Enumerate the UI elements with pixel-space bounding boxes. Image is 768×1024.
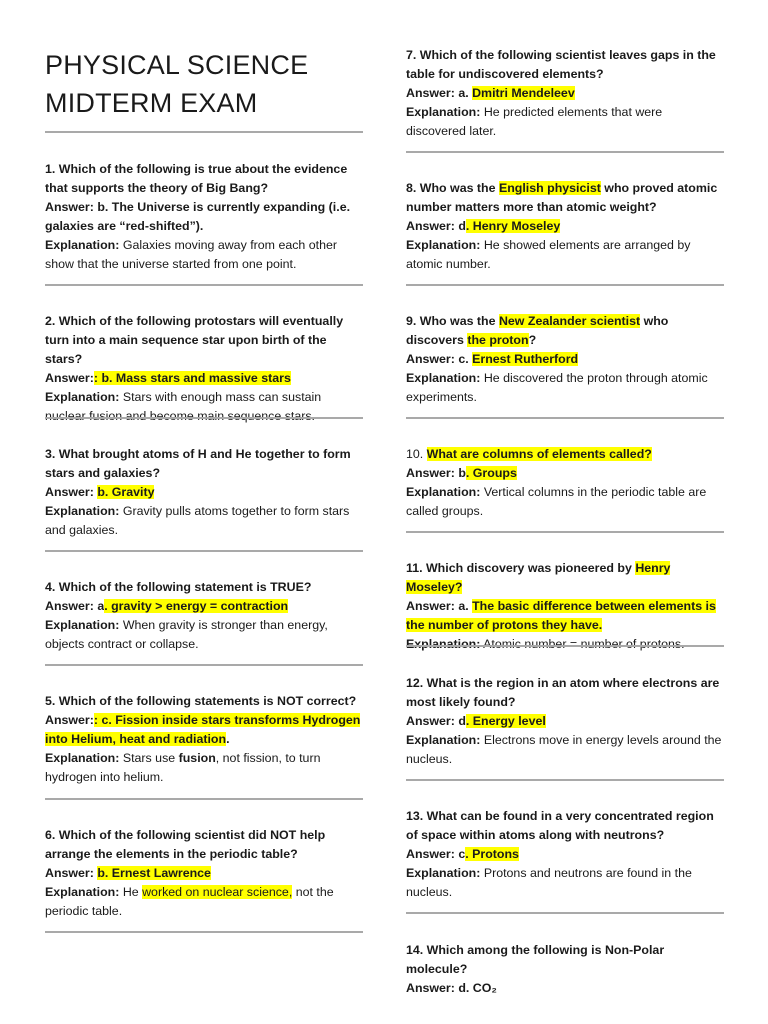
explanation-body: Stars with enough mass can sustain nuclear fusion and become main sequence stars. (45, 390, 322, 423)
question-highlight: What are columns of elements called? (426, 447, 652, 461)
answer-label: Answer: b (406, 466, 466, 480)
explanation-text (406, 864, 724, 902)
divider (406, 417, 724, 419)
explanation-label: Explanation: (406, 238, 481, 252)
answer-label: Answer: a. (406, 599, 473, 613)
question-part: 9. Who was the (406, 314, 499, 328)
divider (406, 645, 724, 647)
answer-highlight: Dmitri Mendeleev (472, 86, 575, 100)
question-highlight: English physicist (498, 181, 601, 195)
divider (45, 284, 363, 286)
divider (45, 131, 363, 133)
answer-highlight: . gravity > energy = contraction (104, 599, 289, 613)
explanation-highlight: worked on nuclear science, (142, 885, 293, 899)
explanation-label: Explanation: (406, 733, 481, 747)
divider (406, 531, 724, 533)
question-4 (45, 578, 363, 654)
question-text: 5. Which of the following statements is NOT correct? (45, 694, 357, 708)
question-text: 12. What is the region in an atom where electrons are most likely found? (406, 676, 720, 709)
explanation-text (45, 616, 363, 654)
explanation-text (45, 502, 363, 540)
explanation-text (406, 236, 724, 274)
explanation-text (406, 103, 724, 141)
question-part: 8. Who was the (406, 181, 499, 195)
question-7 (406, 46, 724, 141)
answer-text (45, 483, 363, 502)
explanation-body: not the periodic table. (45, 885, 334, 918)
explanation-label: Explanation: (45, 238, 120, 252)
answer-label: Answer: (45, 371, 94, 385)
divider (45, 550, 363, 552)
explanation-text (406, 731, 724, 769)
explanation-label: Explanation: (406, 105, 481, 119)
explanation-body: Vertical columns in the periodic table are called groups. (406, 485, 707, 518)
explanation-text (45, 388, 363, 426)
answer-label: Answer: d (406, 714, 466, 728)
question-part: 11. Which discovery was pioneered by (406, 561, 636, 575)
answer-text (45, 597, 363, 616)
divider (45, 931, 363, 933)
answer-highlight: . Groups (465, 466, 517, 480)
question-text: 3. What brought atoms of H and He together to form stars and galaxies? (45, 447, 351, 480)
question-text (406, 312, 724, 350)
explanation-body: Atomic number = number of protons. (483, 637, 685, 651)
answer-text (406, 597, 724, 635)
answer-text: Answer: d. CO₂ (406, 981, 497, 995)
explanation-label: Explanation: (406, 637, 481, 651)
question-12 (406, 674, 724, 769)
answer-text (406, 464, 724, 483)
question-highlight: Henry Moseley? (406, 561, 671, 594)
answer-text (406, 712, 724, 731)
explanation-text (406, 483, 724, 521)
explanation-body: , not fission, to turn hydrogen into helium. (45, 751, 321, 784)
question-9 (406, 312, 724, 407)
explanation-body: He showed elements are arranged by atomic number. (406, 238, 691, 271)
question-8 (406, 179, 724, 274)
question-text: 13. What can be found in a very concentrated region of space within atoms along with neutrons? (406, 809, 714, 842)
question-text: 4. Which of the following statement is TRUE? (45, 580, 312, 594)
question-text: 6. Which of the following scientist did NOT help arrange the elements in the periodic table? (45, 828, 326, 861)
explanation-text (45, 883, 363, 921)
title-line-1: PHYSICAL SCIENCE (45, 50, 309, 80)
explanation-body: He predicted elements that were discovered later. (406, 105, 663, 138)
explanation-body: Protons and neutrons are found in the nucleus. (406, 866, 692, 899)
answer-label: Answer: (45, 866, 98, 880)
explanation-label: Explanation: (406, 485, 481, 499)
question-part: who discovers (406, 314, 669, 347)
question-11 (406, 559, 724, 654)
answer-highlight: Ernest Rutherford (472, 352, 579, 366)
question-part: 10. (406, 447, 427, 461)
question-text: 1. Which of the following is true about the evidence that supports the theory of Big Bang? (45, 162, 348, 195)
question-text (406, 445, 724, 464)
page-title (45, 46, 308, 122)
question-text: 2. Which of the following protostars will eventually turn into a main sequence star upon birth of the stars? (45, 314, 344, 366)
question-text: 7. Which of the following scientist leaves gaps in the table for undiscovered elements? (406, 48, 716, 81)
question-6 (45, 826, 363, 921)
question-highlight: New Zealander scientist (498, 314, 641, 328)
answer-text (406, 84, 724, 103)
answer-highlight: . Energy level (465, 714, 546, 728)
answer-label: Answer: c. (406, 352, 473, 366)
answer-text (45, 711, 363, 749)
explanation-label: Explanation: (45, 618, 120, 632)
explanation-body: Gravity pulls atoms together to form stars and galaxies. (45, 504, 350, 537)
answer-text (45, 369, 363, 388)
explanation-label: Explanation: (45, 390, 120, 404)
answer-suffix: . (226, 732, 230, 746)
explanation-text (45, 749, 363, 787)
answer-highlight: : b. Mass stars and massive stars (93, 371, 291, 385)
question-part: who proved atomic number matters more than atomic weight? (406, 181, 718, 214)
answer-highlight: . Henry Moseley (465, 219, 561, 233)
answer-label: Answer: a. (406, 86, 473, 100)
answer-highlight: . Protons (465, 847, 519, 861)
question-5 (45, 692, 363, 787)
question-14 (406, 941, 724, 998)
question-highlight: the proton (467, 333, 529, 347)
explanation-body: He discovered the proton through atomic experiments. (406, 371, 708, 404)
answer-text (406, 217, 724, 236)
question-text (406, 179, 724, 217)
question-part: ? (528, 333, 537, 347)
answer-label: Answer: d (406, 219, 466, 233)
explanation-body: Electrons move in energy levels around the nucleus. (406, 733, 722, 766)
answer-label: Answer: (45, 713, 94, 727)
explanation-label: Explanation: (406, 866, 481, 880)
answer-highlight: b. Ernest Lawrence (97, 866, 211, 880)
divider (45, 417, 363, 419)
explanation-text (45, 236, 363, 274)
answer-highlight: The basic difference between elements is the number of protons they have. (406, 599, 716, 632)
question-text (406, 559, 724, 597)
explanation-body: He (122, 885, 143, 899)
answer-text (406, 845, 724, 864)
question-13 (406, 807, 724, 902)
answer-label: Answer: a (45, 599, 105, 613)
explanation-label: Explanation: (45, 504, 120, 518)
divider (406, 284, 724, 286)
answer-text (406, 350, 724, 369)
question-1 (45, 160, 363, 274)
divider (45, 798, 363, 800)
explanation-text (406, 369, 724, 407)
divider (406, 779, 724, 781)
answer-text: Answer: b. The Universe is currently expanding (i.e. galaxies are “red-shifted”). (45, 200, 351, 233)
divider (45, 664, 363, 666)
question-10 (406, 445, 724, 521)
explanation-body: When gravity is stronger than energy, objects contract or collapse. (45, 618, 328, 651)
explanation-label: Explanation: (45, 751, 120, 765)
divider (406, 151, 724, 153)
question-text: 14. Which among the following is Non-Polar molecule? (406, 943, 665, 976)
divider (406, 912, 724, 914)
question-3 (45, 445, 363, 540)
explanation-label: Explanation: (406, 371, 481, 385)
explanation-label: Explanation: (45, 885, 120, 899)
explanation-body: Galaxies moving away from each other show that the universe started from one point. (45, 238, 337, 271)
question-2 (45, 312, 363, 426)
answer-label: Answer: (45, 485, 98, 499)
answer-highlight: b. Gravity (97, 485, 155, 499)
answer-highlight: : c. Fission inside stars transforms Hydrogen into Helium, heat and radiation (45, 713, 361, 746)
explanation-emphasis: fusion (178, 751, 216, 765)
explanation-body: Stars use (122, 751, 179, 765)
title-line-2: MIDTERM EXAM (45, 88, 258, 118)
answer-text (45, 864, 363, 883)
answer-label: Answer: c (406, 847, 466, 861)
